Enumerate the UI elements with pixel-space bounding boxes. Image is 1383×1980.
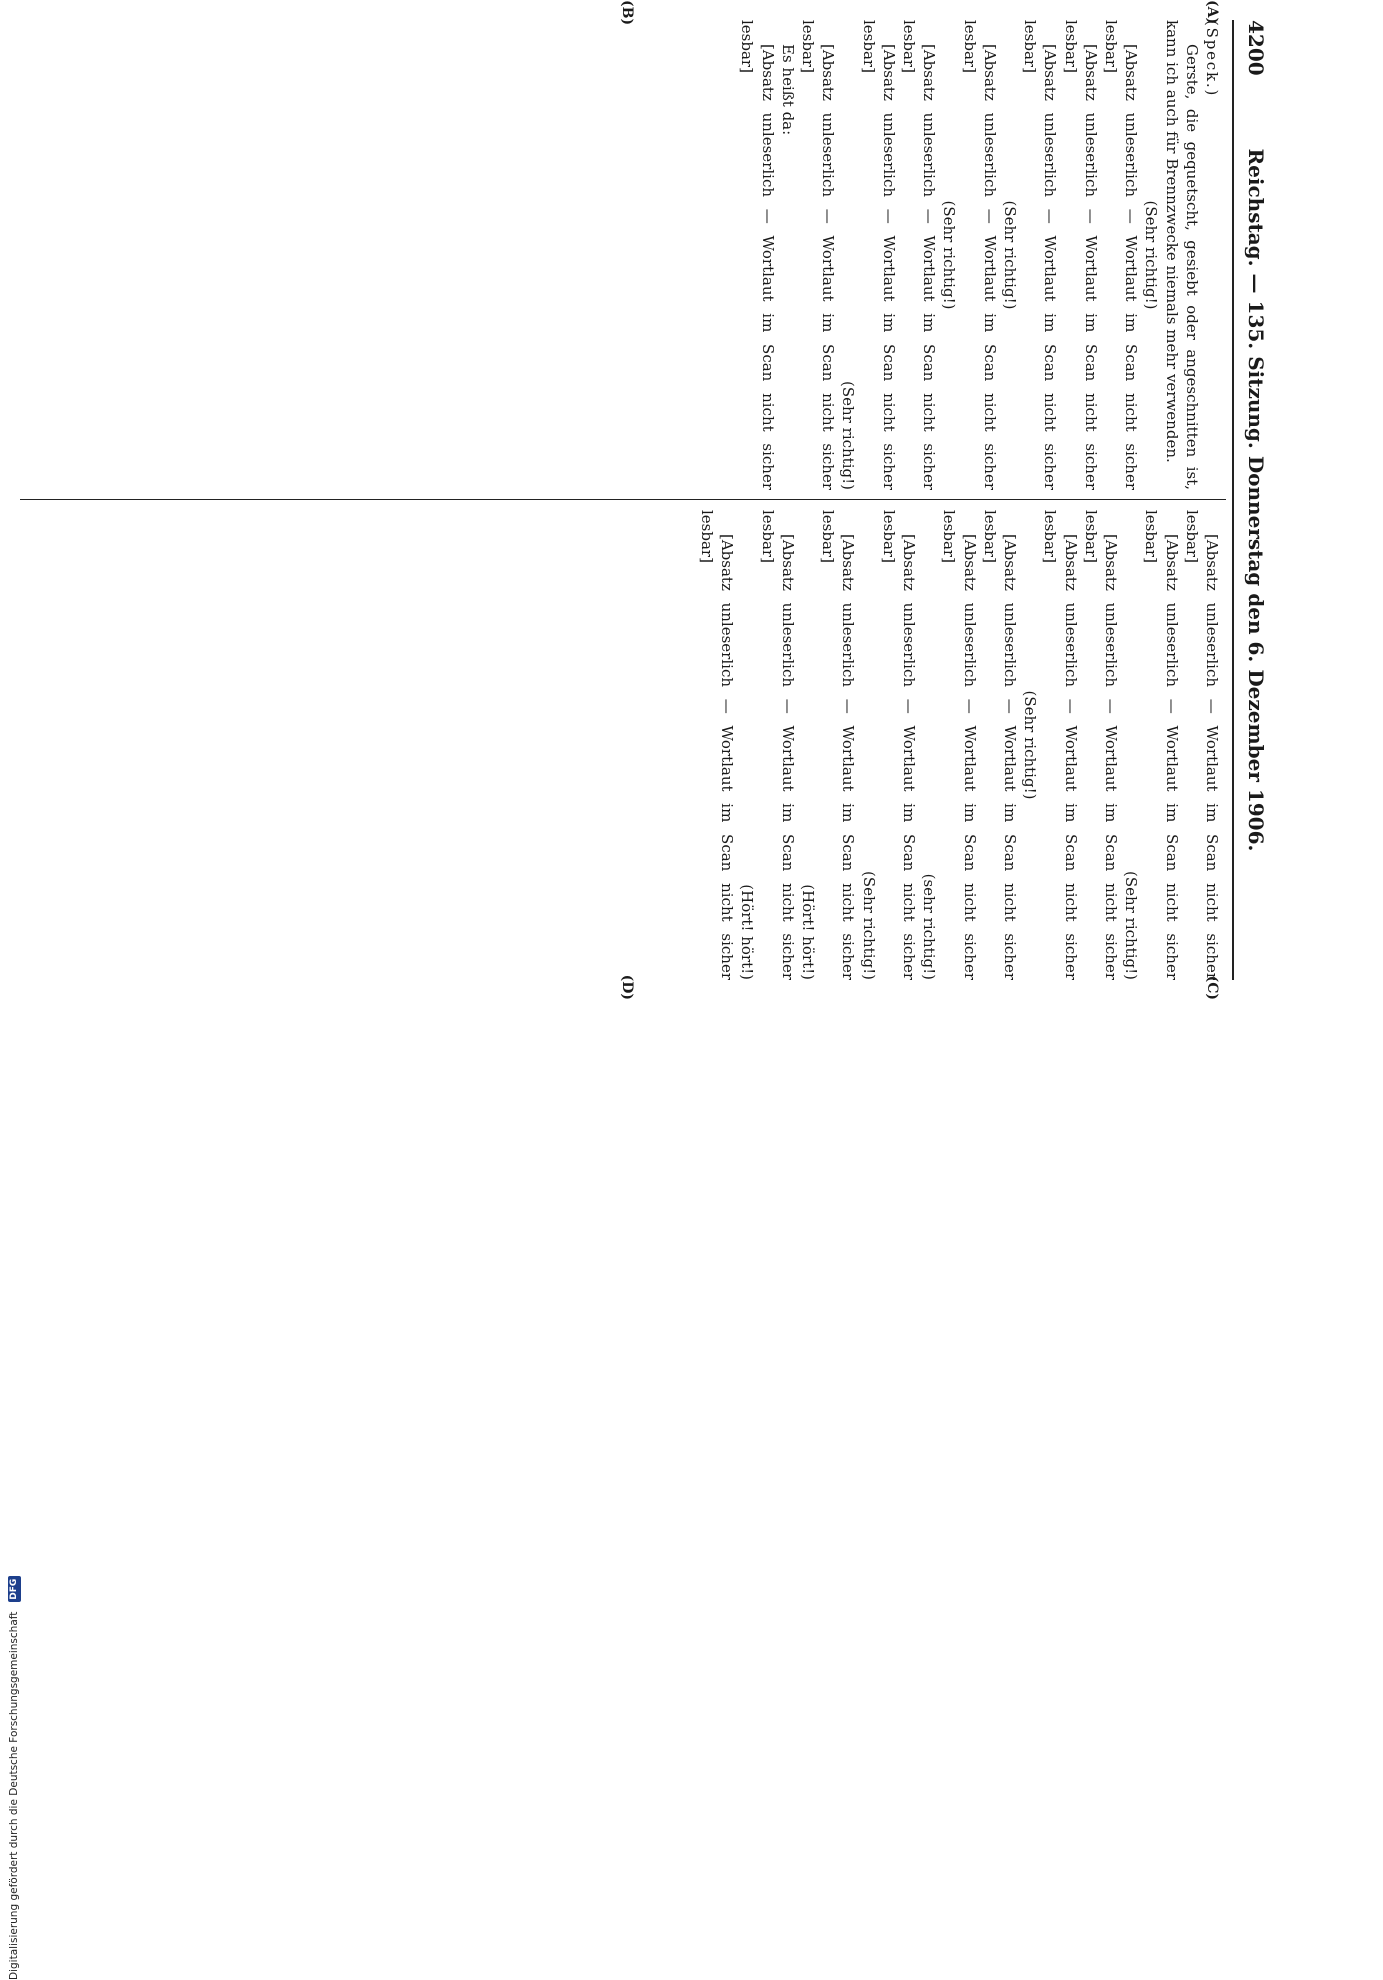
digitization-credit bbox=[4, 980, 24, 1980]
paragraph: [Absatz unleserlich — Wortlaut im Scan nicht sicher lesbar] bbox=[819, 510, 858, 980]
paragraph: (Speck.) bbox=[1203, 20, 1221, 98]
dfg-logo: DFG bbox=[8, 1576, 21, 1602]
paragraph: [Absatz unleserlich — Wortlaut im Scan nicht sicher lesbar] bbox=[1021, 20, 1060, 490]
paragraph: [Absatz unleserlich — Wortlaut im Scan nicht sicher lesbar] bbox=[960, 20, 999, 490]
paragraph: (Sehr richtig!) bbox=[940, 200, 959, 310]
paragraph: [Absatz unleserlich — Wortlaut im Scan nicht sicher lesbar] bbox=[697, 510, 737, 980]
paragraph: (Sehr richtig!) bbox=[1122, 871, 1141, 980]
paragraph: [Absatz unleserlich — Wortlaut im Scan nicht sicher lesbar] bbox=[1041, 510, 1080, 980]
left-text-column bbox=[20, 20, 1222, 490]
paragraph: [Absatz unleserlich — Wortlaut im Scan nicht sicher lesbar] bbox=[1081, 510, 1120, 980]
paragraph: (Sehr richtig!) bbox=[859, 871, 878, 980]
paragraph: [Absatz unleserlich — Wortlaut im Scan nicht sicher lesbar] bbox=[758, 510, 797, 980]
margin-marker-c: (C) bbox=[1204, 975, 1220, 1000]
margin-marker-a: (A) bbox=[1204, 0, 1220, 25]
paragraph: [Absatz unleserlich — Wortlaut im Scan nicht sicher lesbar] bbox=[1182, 510, 1221, 980]
paragraph: [Absatz unleserlich — Wortlaut im Scan nicht sicher lesbar] bbox=[980, 510, 1019, 980]
paragraph: [Absatz unleserlich — Wortlaut im Scan nicht sicher lesbar] bbox=[940, 510, 979, 980]
paragraph: (Hört! hört!) bbox=[798, 884, 817, 980]
page-title: Reichstag. — 135. Sitzung. Donnerstag den 6. Dezember 1906. bbox=[1244, 148, 1268, 852]
paragraph: [Absatz unleserlich — Wortlaut im Scan nicht sicher lesbar] bbox=[1142, 510, 1181, 980]
credit-text: Digitalisierung gefördert durch die Deutsche Forschungsgemeinschaft bbox=[8, 1611, 20, 1980]
margin-marker-d: (D) bbox=[619, 974, 635, 1000]
column-rule bbox=[20, 499, 1226, 500]
paragraph: Es heißt da: bbox=[778, 44, 797, 136]
paragraph: (Sehr richtig!) bbox=[1142, 200, 1161, 310]
newspaper-page bbox=[0, 0, 1290, 1000]
paragraph: [Absatz unleserlich — Wortlaut im Scan nicht sicher lesbar] bbox=[1061, 20, 1100, 490]
paragraph: [Absatz unleserlich — Wortlaut im Scan nicht sicher lesbar] bbox=[879, 510, 918, 980]
paragraph: [Absatz unleserlich — Wortlaut im Scan nicht sicher lesbar] bbox=[1101, 20, 1141, 490]
page-number: 4200 bbox=[1244, 20, 1268, 76]
header-rule bbox=[1232, 20, 1234, 980]
paragraph: [Absatz unleserlich — Wortlaut im Scan nicht sicher lesbar] bbox=[798, 20, 838, 490]
paragraph: [Absatz unleserlich — Wortlaut im Scan nicht sicher lesbar] bbox=[738, 20, 777, 490]
right-text-column bbox=[20, 510, 1222, 980]
paragraph: Gerste, die gequetscht, gesiebt oder angeschnitten ist, kann ich auch für Brennzwecke niemals mehr verwenden. bbox=[1162, 20, 1201, 490]
paragraph: (Sehr richtig!) bbox=[1021, 690, 1040, 800]
paragraph: [Absatz unleserlich — Wortlaut im Scan nicht sicher lesbar] bbox=[899, 20, 939, 490]
margin-marker-b: (B) bbox=[619, 0, 635, 26]
page-header bbox=[1236, 20, 1276, 980]
paragraph: (sehr richtig!) bbox=[920, 873, 939, 980]
paragraph: (Sehr richtig!) bbox=[1000, 200, 1019, 310]
paragraph: [Absatz unleserlich — Wortlaut im Scan nicht sicher lesbar] bbox=[859, 20, 898, 490]
paragraph: (Hört! hört!) bbox=[738, 884, 757, 980]
paragraph: (Sehr richtig!) bbox=[839, 381, 858, 490]
